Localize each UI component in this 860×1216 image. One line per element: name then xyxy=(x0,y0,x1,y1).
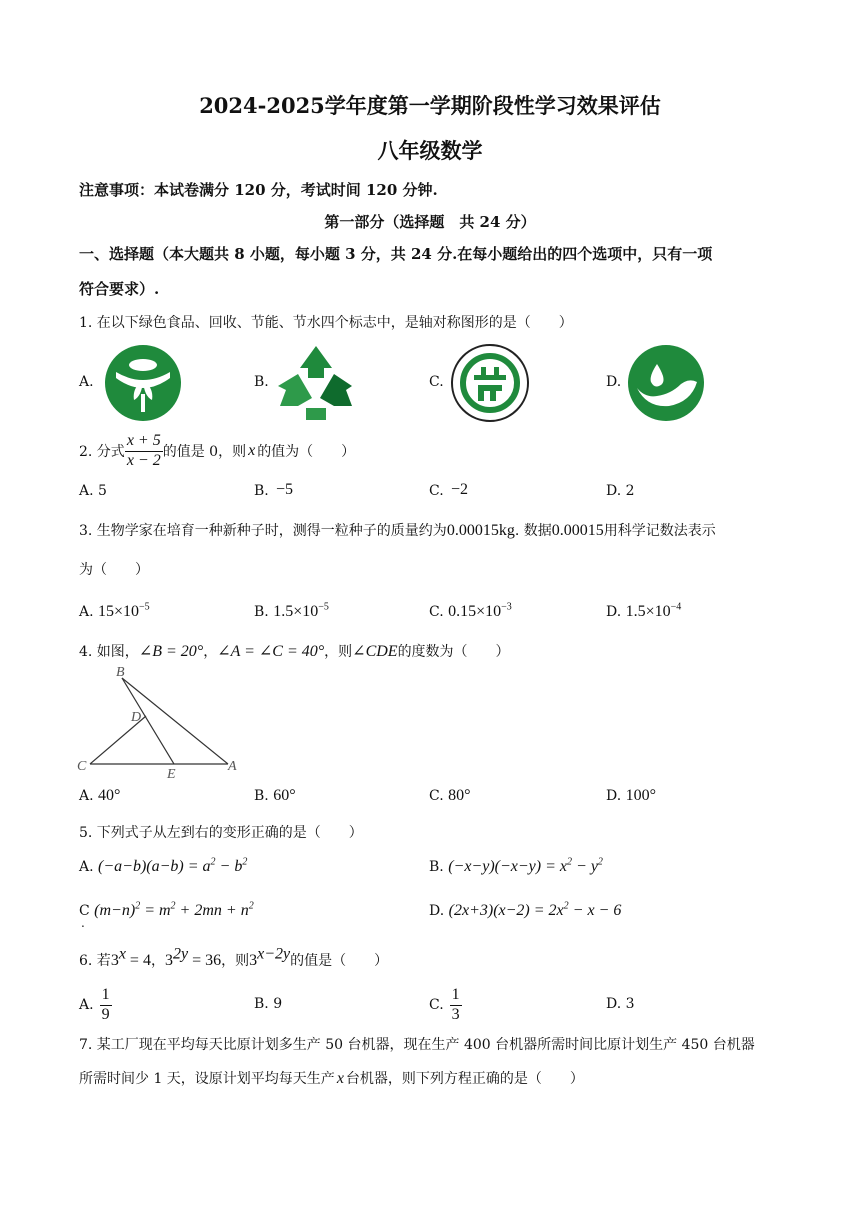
q2-option-c-label: C. xyxy=(429,483,444,499)
q6-target xyxy=(249,945,291,969)
q4-stem xyxy=(79,641,510,661)
q3-option-a-value xyxy=(98,603,150,620)
section-heading-line1: 一、选择题（本大题共 8 小题，每小题 3 分，共 24 分.在每小题给出的四个选项中，只有一项 xyxy=(79,245,713,263)
q5-a-exp2: 2 xyxy=(242,856,248,868)
q4-point-e: E xyxy=(167,767,176,782)
q3-option-a-base: 15×10 xyxy=(98,603,140,620)
q4-point-d: D xyxy=(131,710,142,725)
notice: 注意事项：本试卷满分 120 分，考试时间 120 分钟. xyxy=(79,181,438,199)
q5-c-exp2: 2 xyxy=(248,900,254,912)
q2-fraction-denominator: x − 2 xyxy=(126,451,161,469)
q6-c1-base: 3 xyxy=(110,952,119,969)
q7-line2b: 台机器，则下列方程正确的是（ ） xyxy=(345,1071,584,1087)
q6-sep: ， xyxy=(150,953,165,969)
q4-option-d-value: 100° xyxy=(625,787,657,804)
q6-c2-rest: = 36 xyxy=(188,952,222,969)
q4-option-a-label: A. xyxy=(79,788,94,804)
q5-d-part1: (2x+3)(x−2) = 2x xyxy=(448,902,564,919)
q4-option-a xyxy=(79,787,120,805)
q5-option-d-expr xyxy=(449,902,622,919)
q6-suffix: 的值是（ ） xyxy=(290,953,389,969)
q6-c2-base: 3 xyxy=(164,952,173,969)
q5-option-b xyxy=(429,858,603,876)
q5-option-c-dot: . xyxy=(81,916,85,930)
q5-option-c xyxy=(79,902,254,920)
q2-option-b-value: −5 xyxy=(276,481,294,498)
q3-line2: 为（ ） xyxy=(79,562,149,578)
q4-option-b xyxy=(254,787,296,805)
q6-option-c-fraction xyxy=(450,986,462,1024)
q6-option-c-label: C. xyxy=(429,997,444,1013)
q1-option-a-label: A. xyxy=(79,374,94,390)
q6-t-base: 3 xyxy=(249,952,258,969)
q5-stem: 5. 下列式子从左到右的变形正确的是（ ） xyxy=(79,825,363,841)
q3-option-c-label: C. xyxy=(429,604,444,620)
q5-b-exp1: 2 xyxy=(567,856,573,868)
q6-t-exp: x−2y xyxy=(257,945,291,963)
q2-stem xyxy=(79,428,355,474)
q5-option-c-expr xyxy=(94,902,254,919)
water-saving-logo-icon xyxy=(627,344,705,422)
q2-option-d: D. 2 xyxy=(606,483,635,499)
q3-option-c-base: 0.15×10 xyxy=(448,603,502,620)
q6-prefix: 6. 若 xyxy=(79,953,111,969)
q4-option-c-value: 80° xyxy=(448,787,471,804)
q2-suffix: 的值为（ ） xyxy=(257,444,356,460)
q3-option-d-label: D. xyxy=(606,604,622,620)
q1-stem: 1. 在以下绿色食品、回收、节能、节水四个标志中，是轴对称图形的是（ ） xyxy=(79,315,573,331)
q6-option-c-num: 1 xyxy=(450,986,462,1005)
q7-line2a: 所需时间少 1 天，设原计划平均每天生产 xyxy=(79,1071,335,1087)
q5-c-part3: + 2mn + n xyxy=(175,902,249,919)
green-food-logo-icon xyxy=(104,344,182,422)
q5-b-part1: (−x−y)(−x−y) = x xyxy=(448,858,568,875)
q4-option-d-label: D. xyxy=(606,788,622,804)
q4-suffix: 的度数为（ ） xyxy=(397,644,510,660)
q2-option-b-label: B. xyxy=(254,483,269,499)
q4-option-d xyxy=(606,787,656,805)
q3-option-a-exp: −5 xyxy=(139,601,150,613)
q6-c2-exp: 2y xyxy=(172,945,189,963)
q5-c-exp1: 2 xyxy=(170,900,176,912)
q2-prefix: 2. 分式 xyxy=(79,444,125,460)
q5-c-part2: = m xyxy=(140,902,171,919)
q5-b-exp2: 2 xyxy=(597,856,603,868)
q6-option-b: B. 9 xyxy=(254,996,283,1012)
q7-var: x xyxy=(336,1070,344,1087)
q5-option-d-label: D. xyxy=(429,903,445,919)
q4-option-c xyxy=(429,787,471,805)
q2-option-a: A. 5 xyxy=(79,483,107,499)
q3-line1c: 用科学记数法表示 xyxy=(603,523,716,539)
q4-prefix: 4. 如图， xyxy=(79,644,139,660)
q5-option-c-label: C xyxy=(79,903,90,919)
q5-option-a-expr xyxy=(98,858,247,875)
q3-option-a xyxy=(79,603,150,621)
q4-cond1: ∠B = 20° xyxy=(138,643,204,660)
q5-option-d xyxy=(429,902,621,920)
part-title: 第一部分（选择题 共 24 分） xyxy=(324,213,536,231)
q4-option-b-value: 60° xyxy=(273,787,296,804)
q1-option-c-label: C. xyxy=(429,374,444,390)
q6-stem xyxy=(79,945,389,970)
q5-c-exp0: 2 xyxy=(135,900,141,912)
q3-option-d-exp: −4 xyxy=(670,601,682,613)
q1-option-d-label: D. xyxy=(606,374,622,390)
q3-mass: 0.00015kg xyxy=(446,522,515,539)
q7-line1: 7. 某工厂现在平均每天比原计划多生产 50 台机器，现在生产 400 台机器所需时间比原计划生产 450 台机器 xyxy=(79,1037,755,1053)
q3-line1a: 3. 生物学家在培育一种新种子时，测得一粒种子的质量约为 xyxy=(79,523,447,539)
q3-option-c-exp: −3 xyxy=(501,601,512,613)
q4-point-c: C xyxy=(77,759,87,774)
q5-a-part2: − b xyxy=(215,858,243,875)
q6-option-a xyxy=(79,985,112,1025)
q3-data: 0.00015 xyxy=(551,522,604,539)
q6-c1-rest: = 4 xyxy=(125,952,151,969)
q2-option-c-value: −2 xyxy=(451,481,469,498)
recycle-logo-icon xyxy=(276,344,356,422)
q3-option-b-exp: −5 xyxy=(318,601,329,613)
q3-line1b: . 数据 xyxy=(514,523,552,539)
q2-fraction xyxy=(125,432,163,470)
exam-subtitle: 八年级数学 xyxy=(377,138,483,163)
q3-option-b-label: B. xyxy=(254,604,269,620)
q5-a-exp1: 2 xyxy=(210,856,216,868)
q6-option-d: D. 3 xyxy=(606,996,635,1012)
q5-option-b-label: B. xyxy=(429,859,444,875)
q4-target: ∠CDE xyxy=(352,643,398,660)
q4-point-a: A xyxy=(228,759,237,774)
section-heading-line2: 符合要求）. xyxy=(79,280,160,298)
q6-cond1 xyxy=(110,945,151,969)
q6-option-a-den: 9 xyxy=(101,1005,110,1023)
q5-d-exp1: 2 xyxy=(563,900,569,912)
q2-fraction-numerator: x + 5 xyxy=(125,432,163,451)
q6-option-a-fraction xyxy=(100,986,112,1024)
q3-option-c xyxy=(429,603,512,621)
q6-option-a-num: 1 xyxy=(100,986,112,1005)
q4-point-b: B xyxy=(116,665,125,680)
q5-d-part2: − x − 6 xyxy=(568,902,622,919)
q5-option-b-expr xyxy=(448,858,603,875)
exam-title: 2024-2025学年度第一学期阶段性学习效果评估 xyxy=(199,93,661,118)
q6-option-c xyxy=(429,985,462,1025)
q4-sep: ， xyxy=(203,644,218,660)
q3-option-d-value xyxy=(626,603,682,620)
q3-option-b xyxy=(254,603,329,621)
q4-option-b-label: B. xyxy=(254,788,269,804)
q3-option-d xyxy=(606,603,681,621)
q2-var: x xyxy=(248,442,256,459)
q7-line2 xyxy=(79,1068,584,1088)
q3-line1 xyxy=(79,520,716,540)
q3-option-c-value xyxy=(448,603,512,620)
energy-saving-logo-icon xyxy=(450,343,530,423)
q3-option-b-base: 1.5×10 xyxy=(273,603,319,620)
q6-cond2 xyxy=(164,945,222,969)
q5-c-part1: (m−n) xyxy=(94,902,136,919)
q3-option-d-base: 1.5×10 xyxy=(625,603,671,620)
q4-mid: ，则 xyxy=(324,644,353,660)
q3-option-b-value xyxy=(273,603,329,620)
q5-option-a-label: A. xyxy=(79,859,94,875)
q6-mid: ，则 xyxy=(221,953,250,969)
q4-option-c-label: C. xyxy=(429,788,444,804)
q4-cond2: ∠A = ∠C = 40° xyxy=(217,643,325,660)
q6-option-a-label: A. xyxy=(79,997,94,1013)
q4-triangle-figure xyxy=(76,660,246,782)
q1-option-b-label: B. xyxy=(254,374,269,390)
q5-b-part2: − y xyxy=(572,858,598,875)
q3-option-a-label: A. xyxy=(79,604,94,620)
q2-mid: 的值是 0，则 xyxy=(162,444,247,460)
q4-option-a-value: 40° xyxy=(98,787,121,804)
q6-option-c-den: 3 xyxy=(451,1005,460,1023)
q5-a-part1: (−a−b)(a−b) = a xyxy=(98,858,211,875)
q6-c1-exp: x xyxy=(118,945,126,963)
q5-option-a xyxy=(79,858,247,876)
